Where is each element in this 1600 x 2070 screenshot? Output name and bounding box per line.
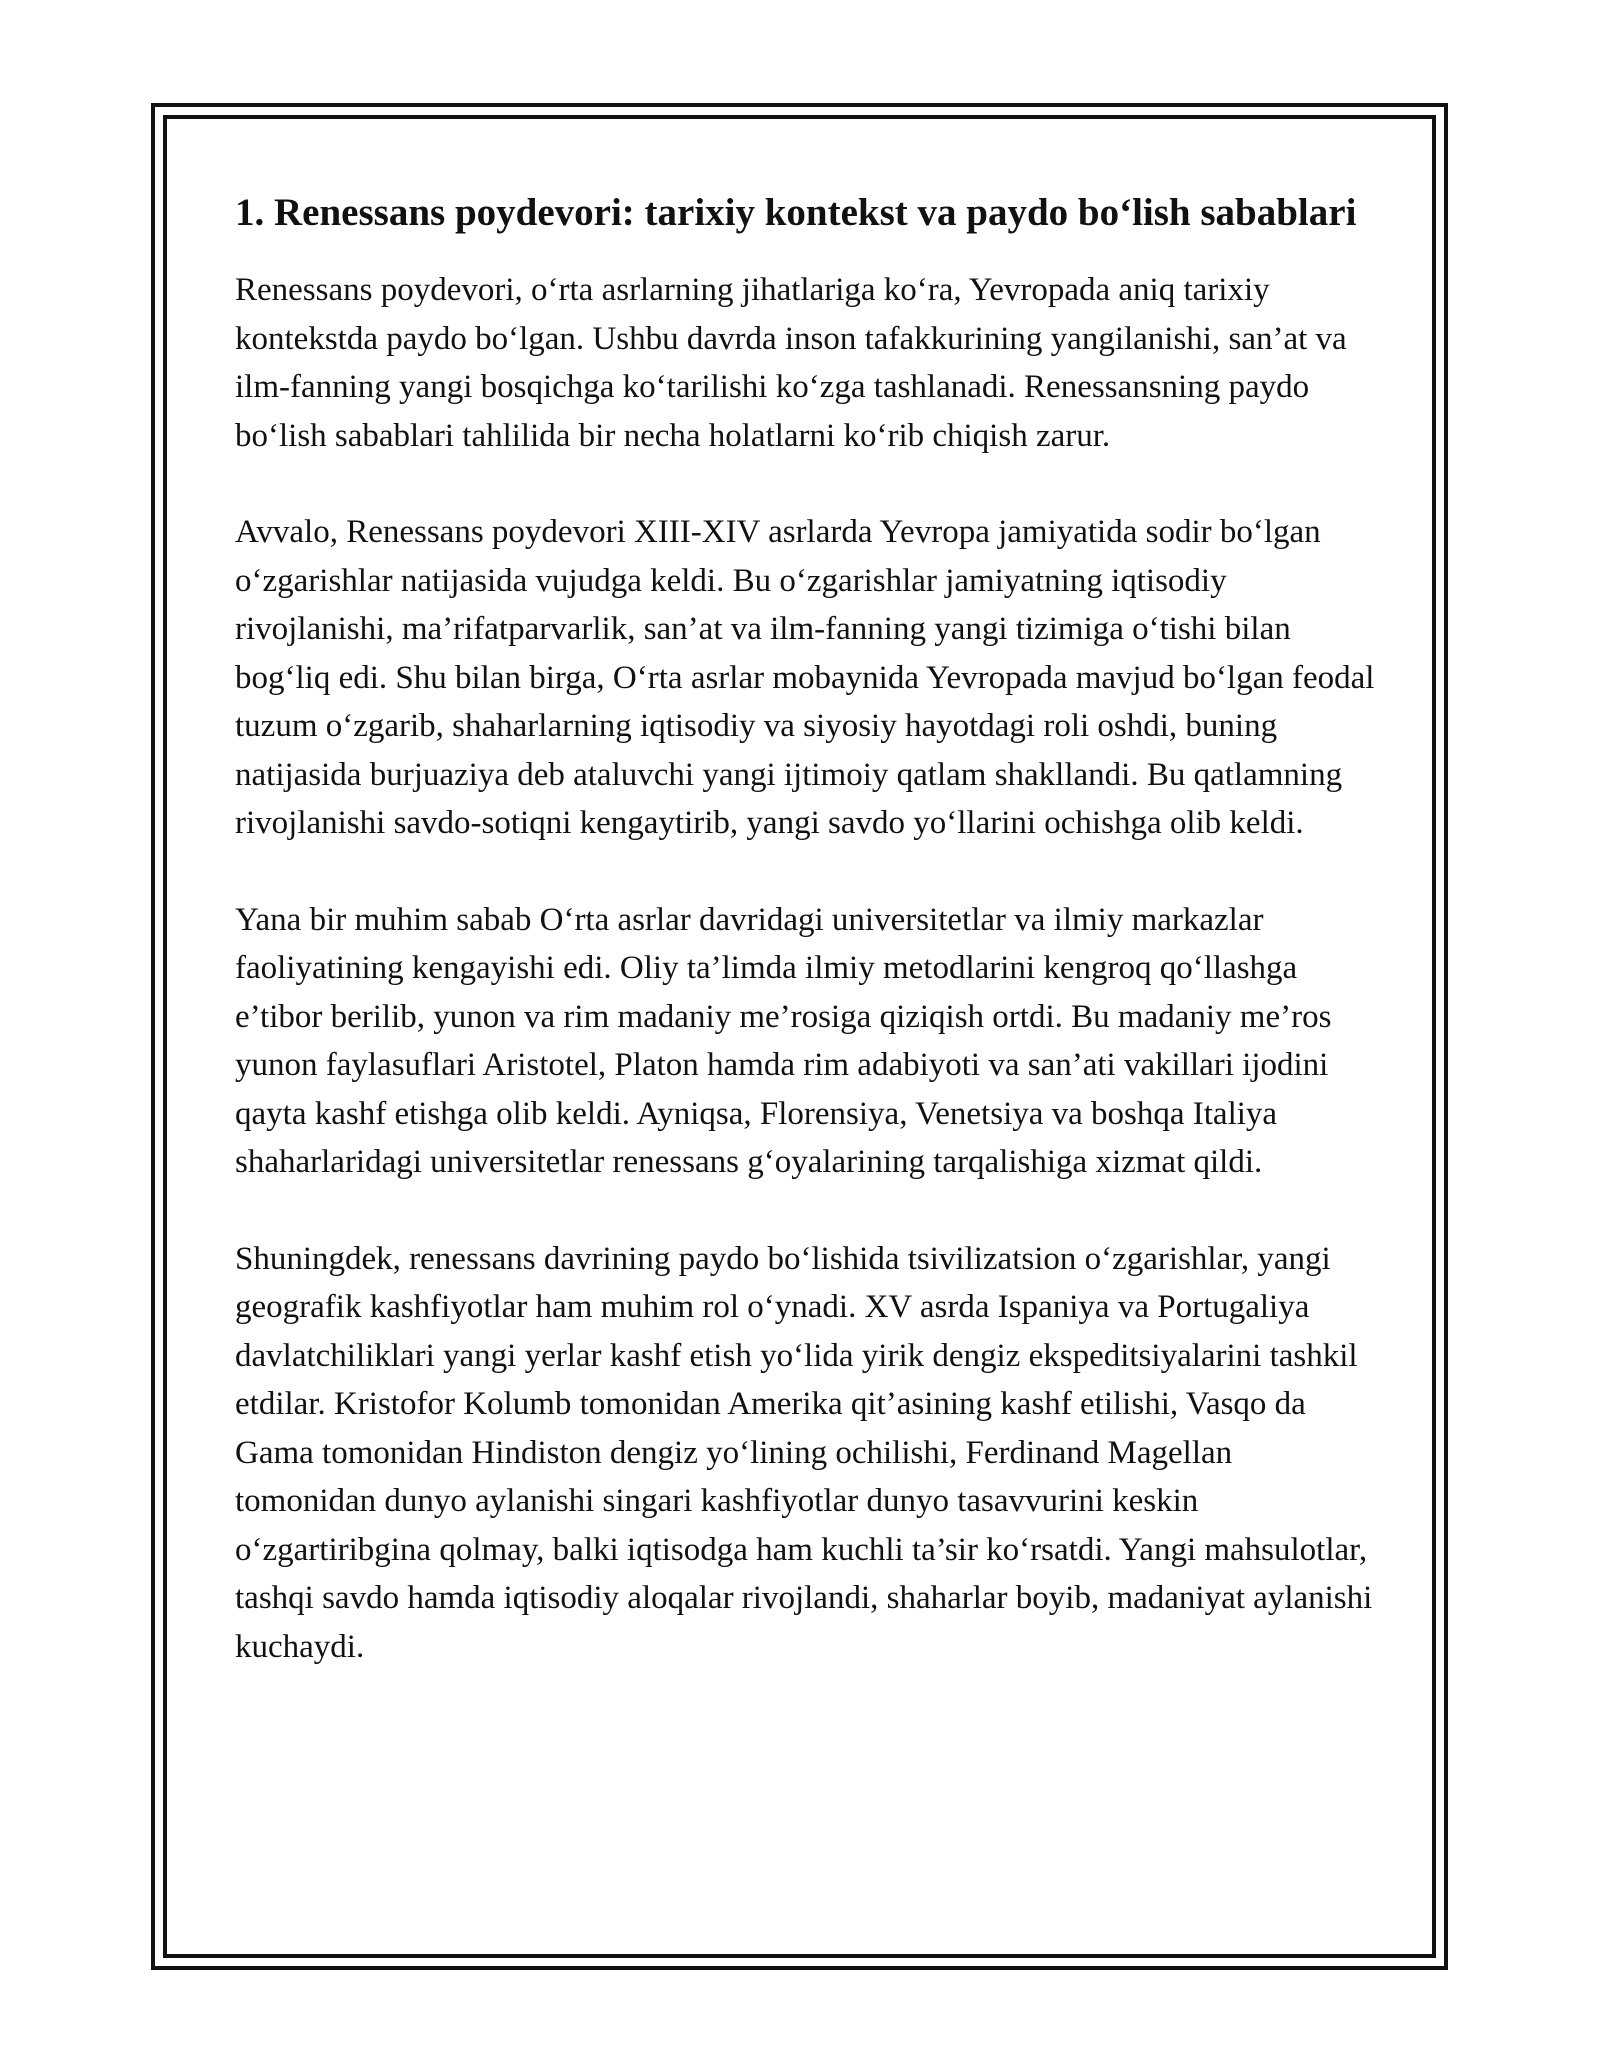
- paragraph-2: Avvalo, Renessans poydevori XIII-XIV asrlarda Yevropa jamiyatida sodir bo‘lgan o‘zgarishlar natijasida vujudga keldi. Bu o‘zgarishlar jamiyatning iqtisodiy rivojlanishi, ma’rifatparvarlik, san’at va ilm-fanning yangi tizimiga o‘tishi bilan bog‘liq edi. Shu bilan birga, O‘rta asrlar mobaynida Yevropada mavjud bo‘lgan feodal tuzum o‘zgarib, shaharlarning iqtisodiy va siyosiy hayotdagi roli oshdi, buning natijasida burjuaziya deb ataluvchi yangi ijtimoiy qatlam shakllandi. Bu qatlamning rivojlanishi savdo-sotiqni kengaytirib, yangi savdo yo‘llarini ochishga olib keldi.: [235, 514, 1375, 841]
- paragraph-4: Shuningdek, renessans davrining paydo bo‘lishida tsivilizatsion o‘zgarishlar, yangi geografik kashfiyotlar ham muhim rol o‘ynadi. XV asrda Ispaniya va Portugaliya davlatchiliklari yangi yerlar kashf etish yo‘lida yirik dengiz ekspeditsiyalarini tashkil etdilar. Kristofor Kolumb tomonidan Amerika qit’asining kashf etilishi, Vasqo da Gama tomonidan Hindiston dengiz yo‘lining ochilishi, Ferdinand Magellan tomonidan dunyo aylanishi singari kashfiyotlar dunyo tasavvurini keskin o‘zgartiribgina qolmay, balki iqtisodga ham kuchli ta’sir ko‘rsatdi. Yangi mahsulotlar, tashqi savdo hamda iqtisodiy aloqalar rivojlandi, shaharlar boyib, madaniyat aylanishi kuchaydi.: [235, 1240, 1373, 1665]
- document-body: [235, 186, 1380, 1719]
- paragraph-1: Renessans poydevori, o‘rta asrlarning jihatlariga ko‘ra, Yevropada aniq tarixiy kontekstda paydo bo‘lgan. Ushbu davrda inson tafakkurining yangilanishi, san’at va ilm-fanning yangi bosqichga ko‘tarilishi ko‘zga tashlanadi. Renessansning paydo bo‘lish sabablari tahlilida bir necha holatlarni ko‘rib chiqish zarur.: [235, 272, 1347, 454]
- section-heading: 1. Renessans poydevori: tarixiy kontekst va paydo bo‘lish sabablari: [235, 191, 1357, 234]
- paragraph-3: Yana bir muhim sabab O‘rta asrlar davridagi universitetlar va ilmiy markazlar faoliyatining kengayishi edi. Oliy ta’limda ilmiy metodlarini kengroq qo‘llashga e’tibor berilib, yunon va rim madaniy me’rosiga qiziqish ortdi. Bu madaniy me’ros yunon faylasuflari Aristotel, Platon hamda rim adabiyoti va san’ati vakillari ijodini qayta kashf etishga olib keldi. Ayniqsa, Florensiya, Venetsiya va boshqa Italiya shaharlaridagi universitetlar renessans g‘oyalarining tarqalishiga xizmat qildi.: [235, 901, 1332, 1180]
